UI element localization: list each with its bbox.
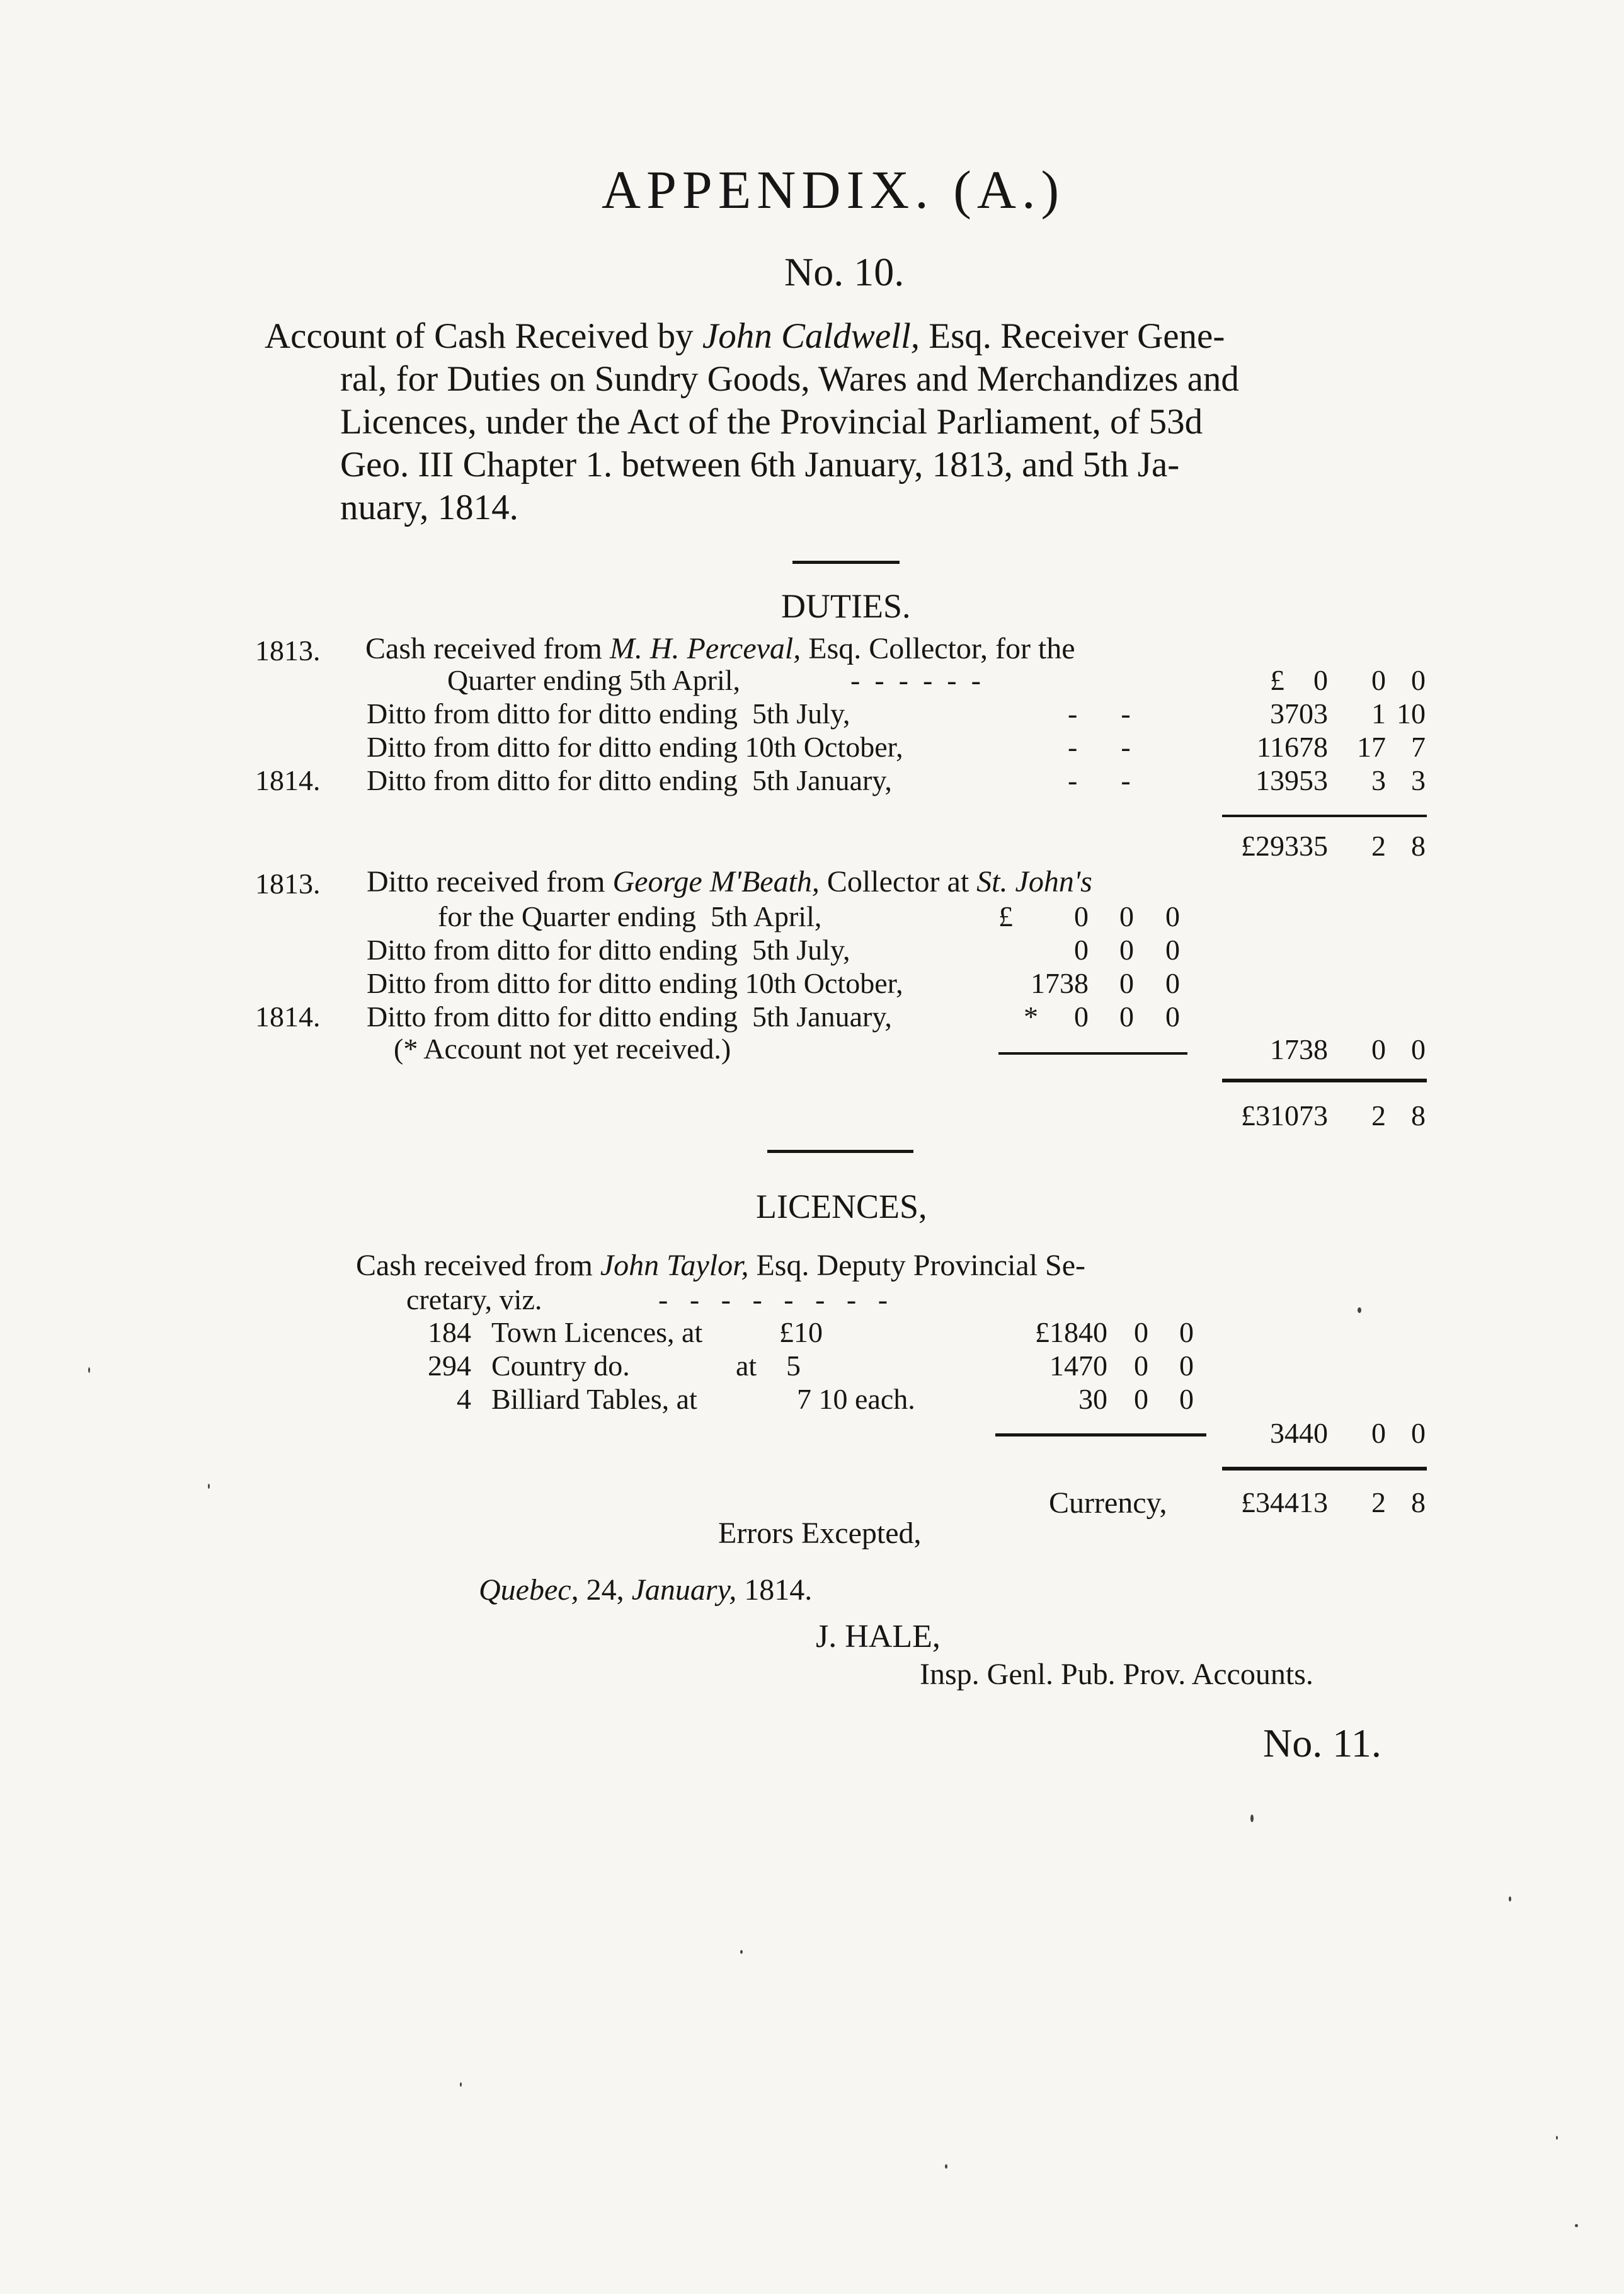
appendix-title: APPENDIX. (A.) [602,159,1065,220]
row-description: Quarter ending 5th April, [447,664,741,696]
subtotal-shillings: 2 [1371,830,1386,862]
intro-line-2: ral, for Duties on Sundry Goods, Wares and Merchandizes and [340,359,1239,399]
subtotal-pounds: £29335 [1241,830,1328,862]
row-shillings: 0 [1119,1001,1134,1033]
date-year: 1814. [744,1573,813,1607]
licence-rate: 5 [786,1350,801,1382]
duties-total-shillings: 2 [1371,1099,1386,1132]
subtotal-shillings: 0 [1371,1417,1386,1449]
errors-excepted: Errors Excepted, [718,1517,922,1550]
total-rule [1222,1467,1427,1471]
row-pence: 0 [1179,1350,1194,1382]
scan-speck [1358,1307,1361,1313]
row-pounds: 0 [1074,900,1089,932]
row-shillings: 0 [1119,900,1134,932]
year-label: 1813. [255,868,321,900]
row-pounds: 11678 [1256,731,1328,763]
signer-title: Insp. Genl. Pub. Prov. Accounts. [920,1658,1313,1691]
licences-heading: LICENCES, [756,1188,927,1225]
row-description: Ditto from ditto for ditto ending 5th January, [367,1001,892,1033]
deputy-name: John Taylor, [600,1249,749,1282]
row-description: Ditto from ditto for ditto ending 10th October, [367,731,903,763]
row-pence: 3 [1411,764,1426,796]
row-description: Ditto from ditto for ditto ending 10th October, [367,967,903,999]
place-date [479,1575,812,1605]
scan-speck [740,1950,743,1954]
scan-speck [1575,2224,1578,2227]
row-pounds: 0 [1074,1001,1089,1033]
scan-speck [88,1367,90,1373]
row-pounds: 1470 [1049,1350,1107,1382]
row-shillings: 0 [1119,967,1134,999]
licence-at: at [736,1350,757,1382]
intro-line-1 [265,318,1225,354]
licences-text: Cash received from [356,1249,593,1282]
subtotal-shillings: 0 [1371,1033,1386,1065]
licence-label: Country do. [491,1350,630,1382]
row-shillings: 0 [1134,1316,1148,1348]
place-name: Quebec, [479,1573,579,1607]
row-pence: 7 [1411,731,1426,763]
next-page-number: No. 11. [1263,1721,1381,1765]
subtotal-pence: 0 [1411,1033,1426,1065]
mcbeath-line-1 [367,867,1092,897]
row-dots: - - [1068,731,1131,763]
intro-line-5: nuary, 1814. [340,488,518,527]
row-pounds: 0 [1074,934,1089,966]
date-day: 24, [586,1573,624,1607]
currency-label: Currency, [1049,1486,1167,1520]
intro-line-3: Licences, under the Act of the Provincial Parliament, of 53d [340,402,1203,442]
duties-heading: DUTIES. [781,587,911,625]
intro-text: Account of Cash Received by [265,316,694,356]
total-rule [1222,1079,1427,1082]
row-pounds: 30 [1078,1383,1107,1415]
licences-text: Esq. Deputy Provincial Se- [756,1249,1086,1282]
duties-text: Cash received from [365,632,602,665]
row-pounds: £ 0 [1270,664,1328,696]
row-description: Ditto from ditto for ditto ending 5th July, [367,697,850,730]
row-description: Ditto from ditto for ditto ending 5th July, [367,934,850,966]
duties-text: Ditto received from [367,865,605,898]
duties-text: Esq. Collector, for the [808,632,1075,665]
licence-rate: 7 10 each. [797,1383,915,1415]
row-pounds: 1738 [1031,967,1089,999]
licences-line-2: cretary, viz. [406,1283,542,1316]
collector-name: M. H. Perceval, [609,632,801,665]
row-pounds: 3703 [1270,697,1328,730]
row-shillings: 3 [1371,764,1386,796]
row-mark: £ [998,900,1013,932]
row-description: Ditto from ditto for ditto ending 5th January, [367,764,892,796]
dash-rule [998,1052,1187,1055]
row-shillings: 0 [1134,1383,1148,1415]
row-pence: 0 [1165,1001,1180,1033]
licence-label: Billiard Tables, at [491,1383,697,1415]
intro-line-4: Geo. III Chapter 1. between 6th January, 1813, and 5th Ja- [340,445,1180,485]
row-pence: 0 [1179,1316,1194,1348]
duties-total-pounds: £31073 [1241,1099,1328,1132]
date-month: January, [631,1573,737,1607]
row-shillings: 17 [1357,731,1386,763]
licences-line-1 [356,1251,1085,1281]
subtotal-pounds: 3440 [1270,1417,1328,1449]
row-pence: 0 [1165,967,1180,999]
scan-speck [208,1484,210,1489]
licence-rate: £10 [779,1316,823,1348]
row-shillings: 0 [1134,1350,1148,1382]
year-label: 1814. [255,1001,321,1033]
row-shillings: 1 [1371,697,1386,730]
row-pence: 0 [1411,664,1426,696]
total-rule [1222,815,1427,817]
licence-count: 4 [457,1383,471,1415]
row-dots: - - [1068,764,1131,796]
year-label: 1814. [255,764,321,796]
duties-total-pence: 8 [1411,1099,1426,1132]
scan-speck [460,2082,462,2087]
row-pence: 0 [1165,900,1180,932]
currency-pounds: £34413 [1241,1486,1328,1518]
account-number: No. 10. [784,249,905,294]
row-pounds: £1840 [1035,1316,1107,1348]
row-description: for the Quarter ending 5th April, [438,900,822,932]
subtotal-pounds: 1738 [1270,1033,1328,1065]
scan-speck [1509,1896,1511,1901]
row-pounds: 13953 [1255,764,1328,796]
scan-speck [945,2164,947,2169]
separator-rule [792,561,900,564]
perceval-line-1 [365,634,1075,664]
currency-shillings: 2 [1371,1486,1386,1518]
total-rule [995,1433,1206,1437]
scan-speck [1250,1815,1254,1822]
row-shillings: 0 [1371,664,1386,696]
footnote: (* Account not yet received.) [394,1033,731,1065]
row-shillings: 0 [1119,934,1134,966]
subtotal-pence: 0 [1411,1417,1426,1449]
row-pence: 0 [1165,934,1180,966]
collector-name: George M'Beath, [612,865,820,898]
duties-text: Collector at [826,865,969,898]
place-name: St. John's [976,865,1092,898]
row-mark: * [1024,1001,1038,1033]
signer-name: J. HALE, [816,1619,941,1655]
licence-label: Town Licences, at [491,1316,703,1348]
row-dots: - - [1068,697,1131,730]
row-pence: 0 [1179,1383,1194,1415]
receiver-name: John Caldwell, [702,316,920,356]
intro-text: Esq. Receiver Gene- [929,316,1225,356]
licence-count: 294 [428,1350,471,1382]
separator-rule [767,1150,913,1153]
year-label: 1813. [255,634,321,667]
row-pence: 10 [1397,697,1426,730]
subtotal-pence: 8 [1411,830,1426,862]
scan-speck [1556,2136,1558,2140]
row-dots: - - - - - - [850,664,981,696]
row-dots: - - - - - - - - [658,1283,888,1316]
licence-count: 184 [428,1316,471,1348]
currency-pence: 8 [1411,1486,1426,1518]
